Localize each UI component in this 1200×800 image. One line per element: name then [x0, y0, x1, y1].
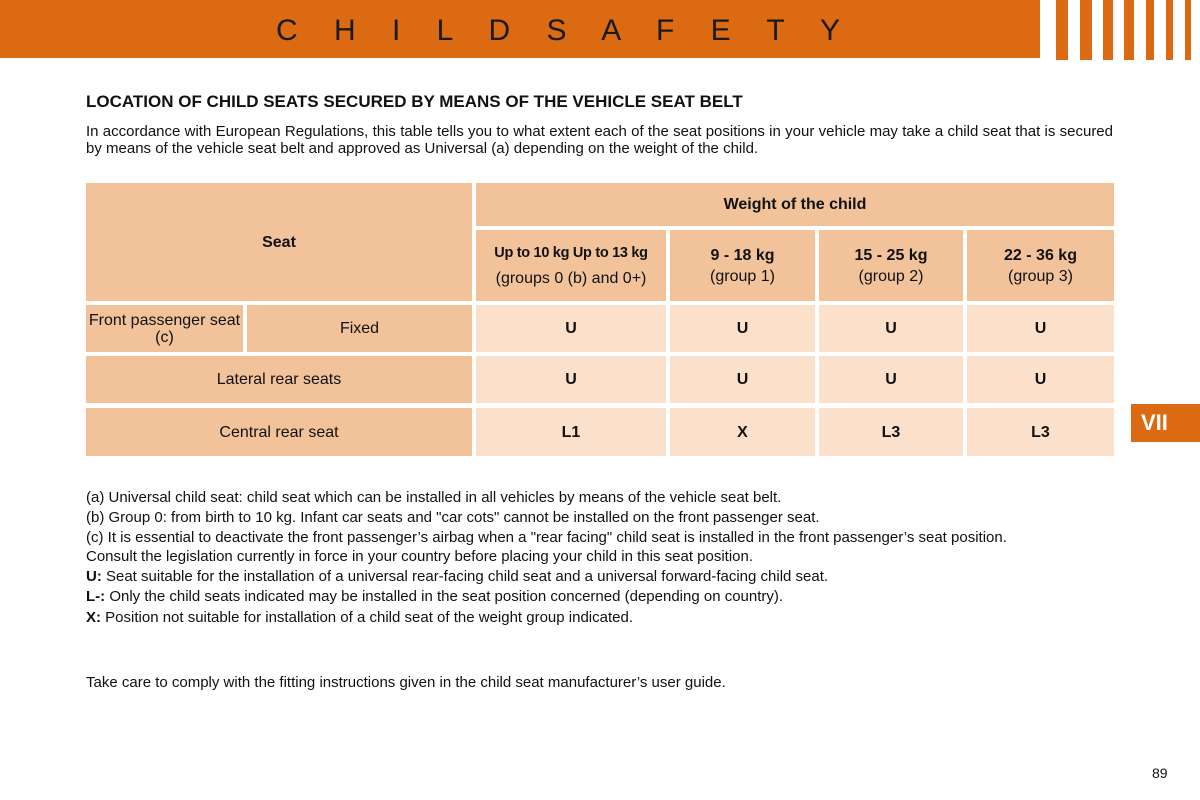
weight-column-header [967, 230, 1114, 301]
header-stripe [1080, 0, 1092, 60]
header-stripe [1103, 0, 1113, 60]
legend-text: Seat suitable for the installation of a universal rear-facing child seat and a universal forward-facing child seat. [101, 568, 829, 586]
table-cell: U [670, 356, 815, 403]
weight-column-sub: (group 1) [710, 267, 775, 285]
row-label-central-rear: Central rear seat [86, 408, 472, 456]
page-title: C H I L D S A F E T Y [275, 14, 854, 47]
chapter-tab[interactable]: VII [1131, 404, 1200, 442]
legend-text: Only the child seats indicated may be installed in the seat position concerned (depending on country). [105, 588, 784, 606]
row-sublabel-fixed: Fixed [247, 305, 472, 352]
seat-header: Seat [86, 183, 472, 301]
section-heading: LOCATION OF CHILD SEATS SECURED BY MEANS OF THE VEHICLE SEAT BELT [86, 92, 743, 111]
table-cell: U [670, 305, 815, 352]
header-stripe [1166, 0, 1173, 60]
weight-column-title: 22 - 36 kg [1004, 246, 1077, 264]
table-cell: U [967, 305, 1114, 352]
legend-key: U: [86, 568, 102, 586]
page-number: 89 [1152, 765, 1168, 781]
table-cell: U [967, 356, 1114, 403]
table-cell: L1 [476, 408, 666, 456]
weight-column-header [819, 230, 963, 301]
weight-header: Weight of the child [476, 183, 1114, 226]
note-consult: Consult the legislation currently in force in your country before placing your child in this seat position. [86, 547, 754, 565]
weight-column-header [476, 230, 666, 301]
header-stripe [1056, 0, 1068, 60]
weight-column-title: 9 - 18 kg [710, 246, 775, 264]
table-cell: L3 [819, 408, 963, 456]
legend-key: X: [86, 608, 101, 626]
note-c: (c) It is essential to deactivate the front passenger’s airbag when a "rear facing" child seat is installed in the front passenger’s seat position. [86, 528, 1007, 546]
header-stripe [1146, 0, 1154, 60]
table-cell: U [819, 305, 963, 352]
legend-x [86, 609, 1116, 627]
final-note: Take care to comply with the fitting instructions given in the child seat manufacturer’s user guide. [86, 674, 726, 691]
weight-column-sub: (groups 0 (b) and 0+) [495, 269, 647, 287]
weight-column-sub: (group 3) [1008, 267, 1073, 285]
weight-column-sub: (group 2) [858, 267, 924, 285]
legend-l [86, 588, 1116, 606]
row-label-lateral-rear: Lateral rear seats [86, 356, 472, 403]
row-label-front-passenger: Front passenger seat (c) [86, 305, 243, 352]
table-cell: U [819, 356, 963, 403]
table-cell: U [476, 305, 666, 352]
note-a: (a) Universal child seat: child seat which can be installed in all vehicles by means of the vehicle seat belt. [86, 489, 782, 506]
header-stripe [1185, 0, 1191, 60]
legend-u [86, 568, 1116, 586]
table-cell: U [476, 356, 666, 403]
weight-column-title: 15 - 25 kg [854, 246, 928, 264]
legend-key: L-: [86, 588, 106, 606]
header-stripe [1124, 0, 1134, 60]
weight-column-header [670, 230, 815, 301]
footnotes [86, 489, 1116, 629]
table-cell: X [670, 408, 815, 456]
weight-column-title: Up to 10 kg Up to 13 kg [494, 244, 648, 261]
intro-paragraph: In accordance with European Regulations, this table tells you to what extent each of the seat positions in your vehicle may take a child seat that is secured by means of the vehicle seat belt and approved as Universal (a) depending on the weight of the child. [86, 123, 1113, 157]
table-cell: L3 [967, 408, 1114, 456]
note-b: (b) Group 0: from birth to 10 kg. Infant car seats and "car cots" cannot be installed on the front passenger seat. [86, 509, 820, 527]
legend-text: Position not suitable for installation of a child seat of the weight group indicated. [101, 608, 633, 626]
